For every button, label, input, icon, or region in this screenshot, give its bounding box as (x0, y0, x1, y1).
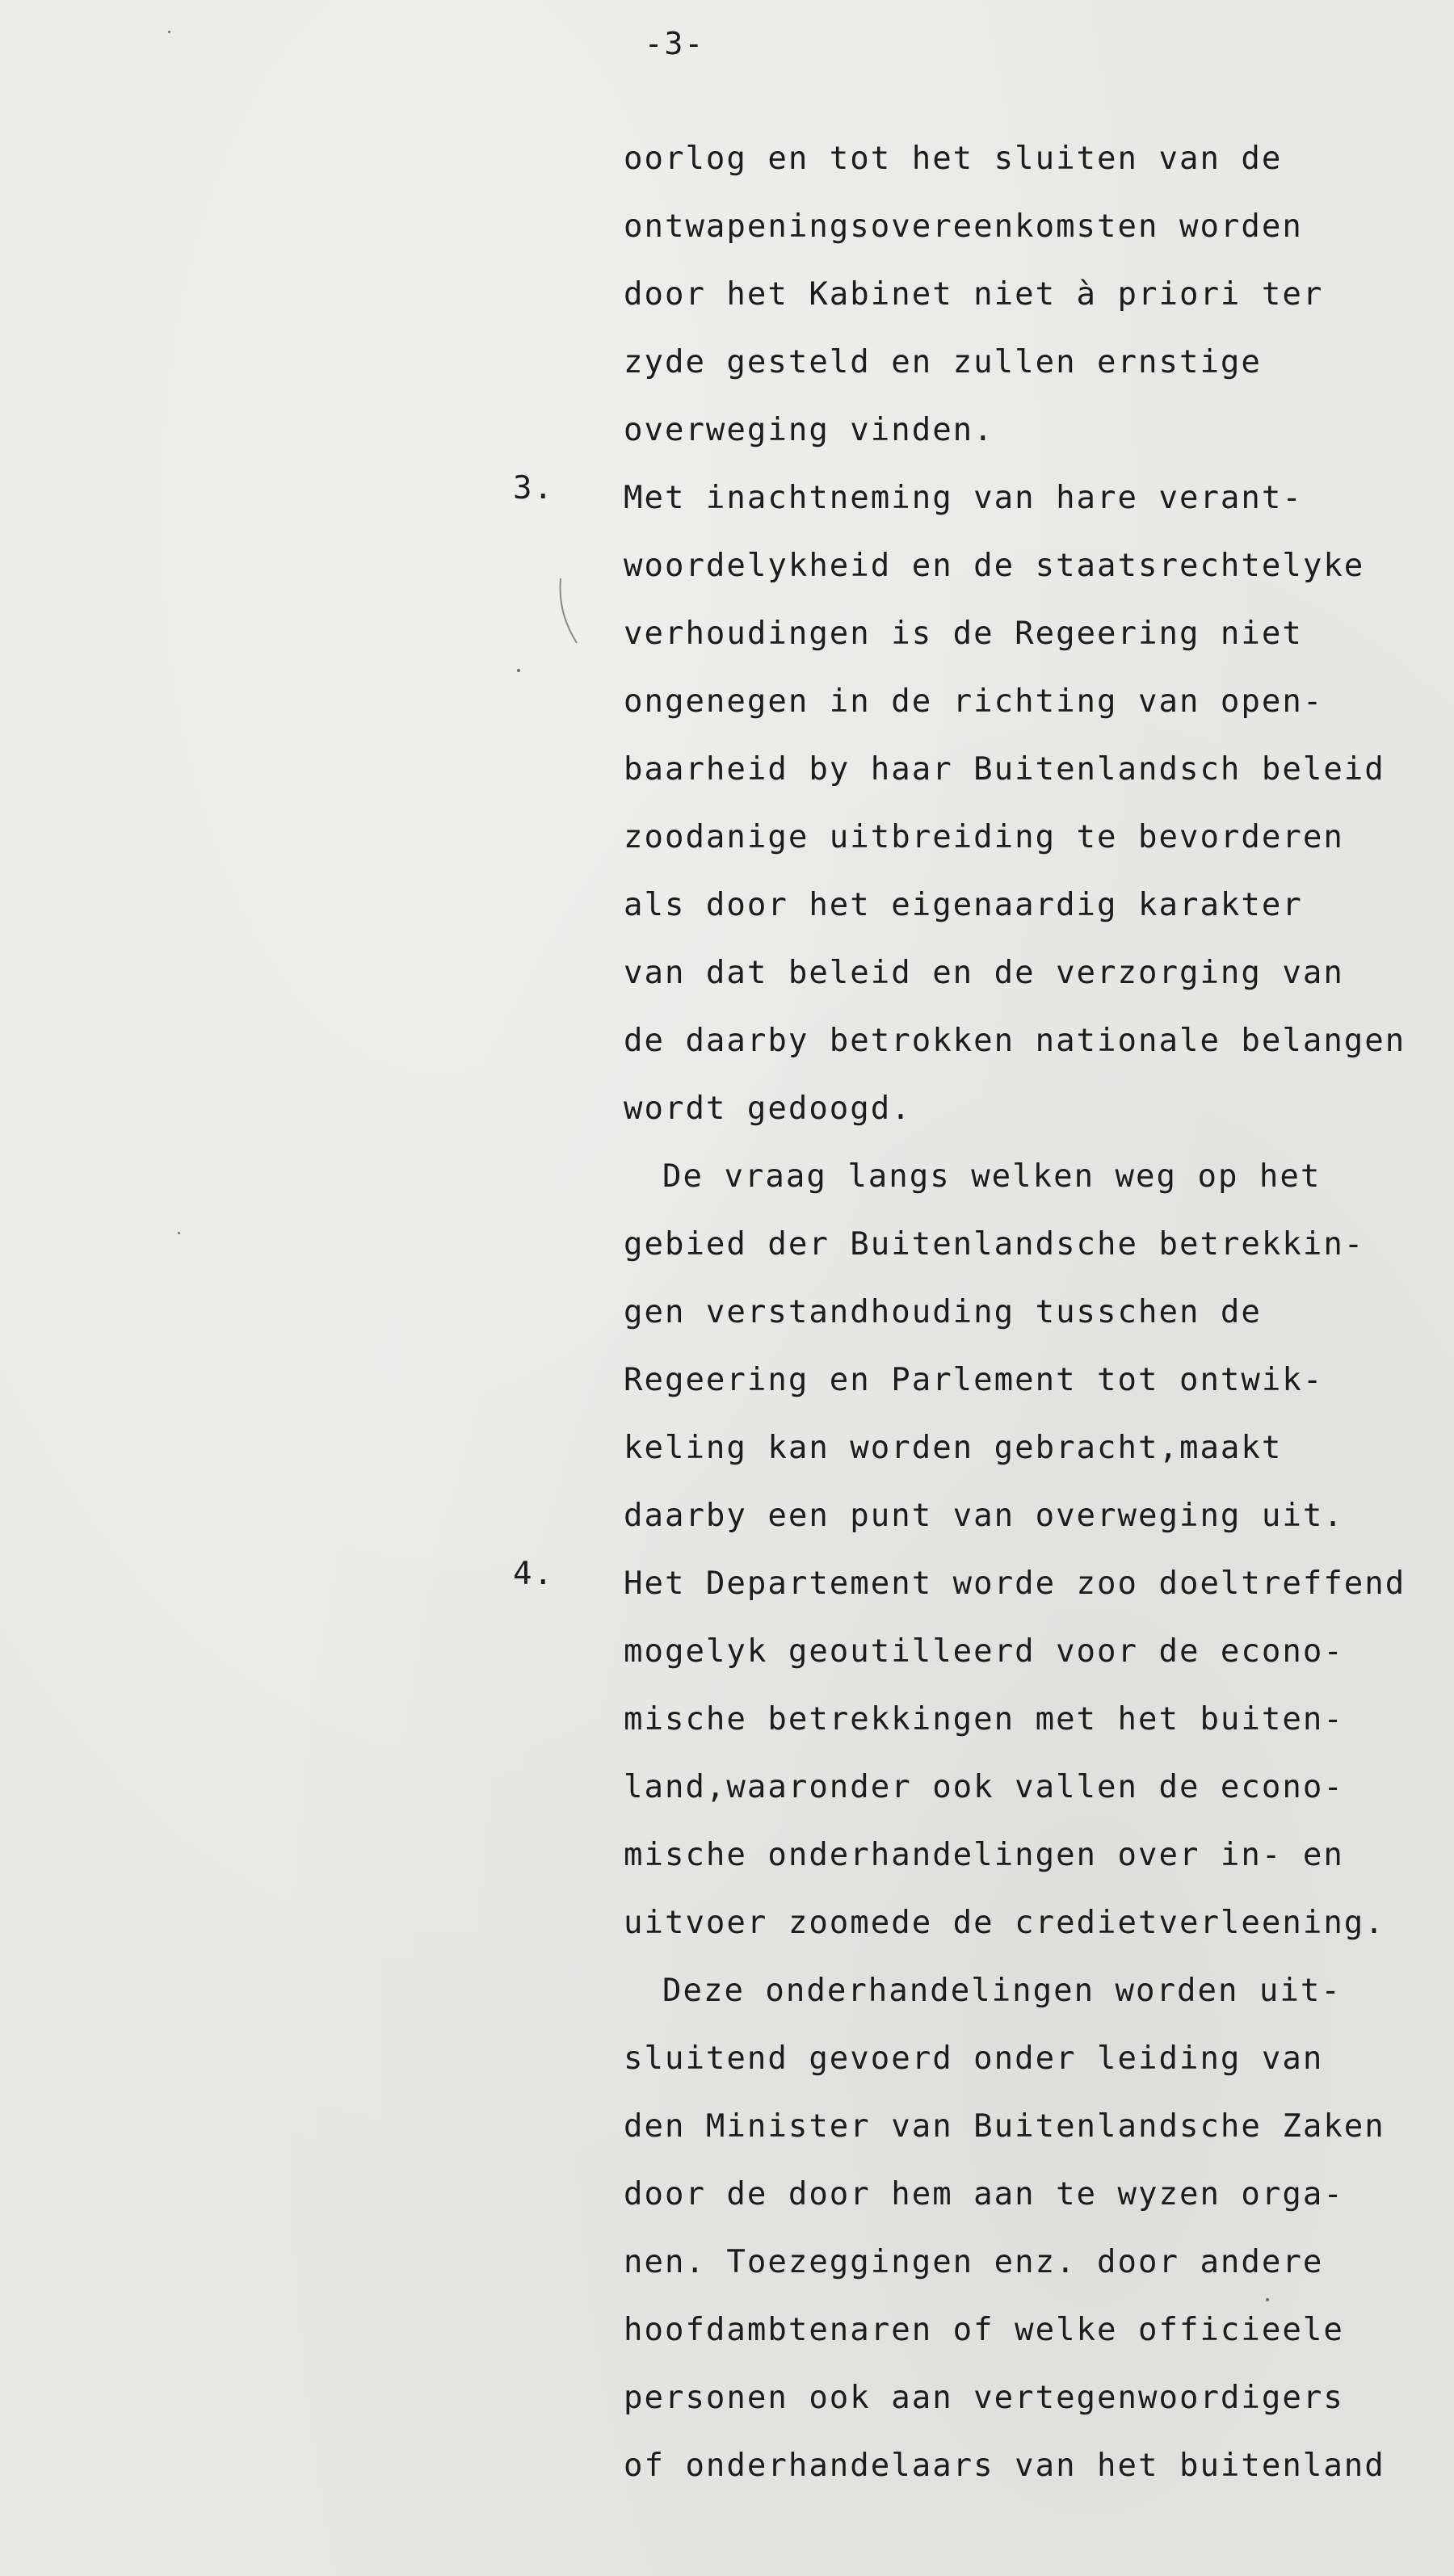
pencil-mark-icon (556, 575, 580, 648)
typed-body-text (624, 125, 1431, 2500)
item-number-4: 4. (513, 1556, 554, 1592)
text-line: mische betrekkingen met het buiten- (624, 1701, 1344, 1738)
text-line: oorlog en tot het sluiten van de (624, 141, 1283, 177)
text-line: van dat beleid en de verzorging van (624, 955, 1344, 991)
text-line: Deze onderhandelingen worden uit- (662, 1973, 1342, 2009)
paper-speck (1266, 2298, 1269, 2301)
text-line: zyde gesteld en zullen ernstige (624, 344, 1262, 380)
text-line: gebied der Buitenlandsche betrekkin- (624, 1226, 1365, 1263)
text-line: nen. Toezeggingen enz. door andere (624, 2244, 1324, 2280)
paper-speck (517, 669, 520, 672)
item-number-3: 3. (513, 470, 554, 506)
text-line: overweging vinden. (624, 412, 994, 448)
text-line: of onderhandelaars van het buitenland (624, 2448, 1385, 2484)
paper-speck (178, 1232, 180, 1234)
page-number: -3- (644, 26, 705, 61)
text-line: mische onderhandelingen over in- en (624, 1837, 1344, 1873)
text-line: de daarby betrokken nationale belangen (624, 1023, 1406, 1059)
text-line: mogelyk geoutilleerd voor de econo- (624, 1633, 1344, 1670)
text-line: daarby een punt van overweging uit. (624, 1498, 1344, 1534)
text-line: baarheid by haar Buitenlandsch beleid (624, 751, 1385, 788)
text-line: door het Kabinet niet à priori ter (624, 276, 1324, 313)
text-line: den Minister van Buitenlandsche Zaken (624, 2108, 1385, 2145)
text-line: Het Departement worde zoo doeltreffend (624, 1565, 1406, 1602)
text-line: De vraag langs welken weg op het (662, 1158, 1322, 1195)
text-line: hoofdambtenaren of welke officieele (624, 2312, 1344, 2348)
text-line: personen ook aan vertegenwoordigers (624, 2380, 1344, 2416)
text-line: Regeering en Parlement tot ontwik- (624, 1362, 1324, 1398)
paper-speck (168, 31, 170, 33)
text-line: uitvoer zoomede de credietverleening. (624, 1905, 1385, 1941)
text-line: keling kan worden gebracht,maakt (624, 1430, 1283, 1466)
text-line: ontwapeningsovereenkomsten worden (624, 208, 1303, 245)
text-line: als door het eigenaardig karakter (624, 887, 1303, 923)
text-line: land,waaronder ook vallen de econo- (624, 1769, 1344, 1805)
text-line: wordt gedoogd. (624, 1090, 912, 1127)
text-line: verhoudingen is de Regeering niet (624, 616, 1303, 652)
text-line: door de door hem aan te wyzen orga- (624, 2176, 1344, 2213)
text-line: gen verstandhouding tusschen de (624, 1294, 1262, 1330)
text-line: ongenegen in de richting van open- (624, 683, 1324, 720)
text-line: zoodanige uitbreiding te bevorderen (624, 819, 1344, 855)
text-line: Met inachtneming van hare verant- (624, 480, 1303, 516)
text-line: sluitend gevoerd onder leiding van (624, 2040, 1324, 2077)
text-line: woordelykheid en de staatsrechtelyke (624, 548, 1365, 584)
